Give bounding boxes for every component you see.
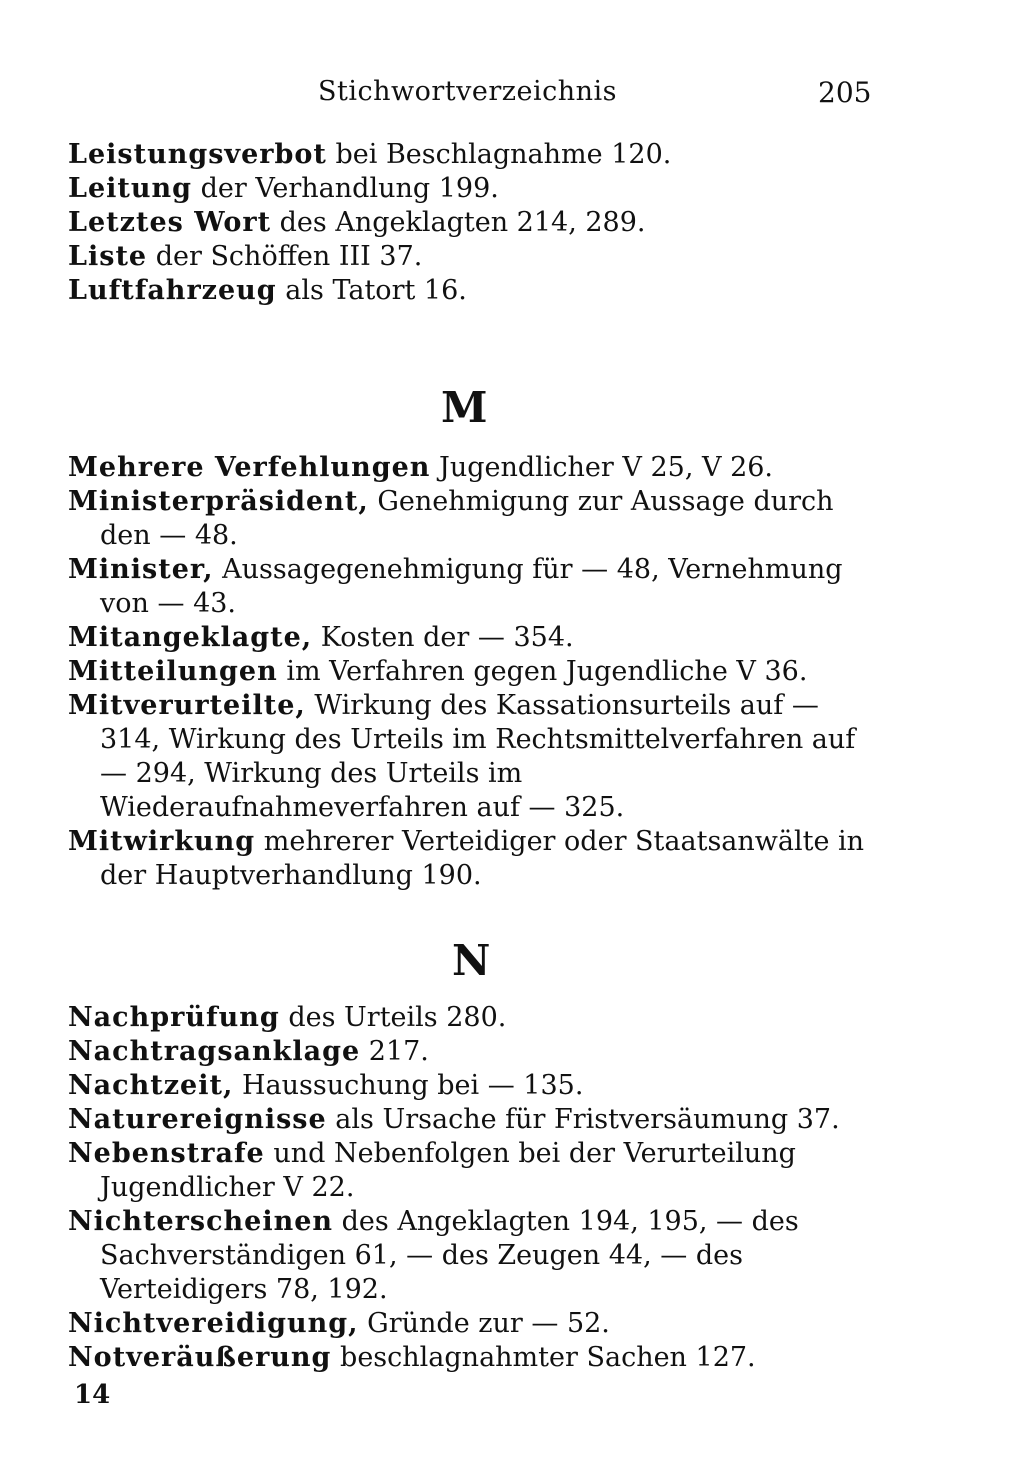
index-entry (68, 1205, 878, 1307)
entry-text: mehrerer Verteidiger oder Staatsanwälte in der Hauptverhandlung 190. (100, 826, 865, 891)
entry-text: als Ursache für Fristversäumung 37. (335, 1104, 840, 1135)
entry-text: bei Beschlagnahme 120. (335, 139, 672, 170)
index-entry (68, 689, 878, 825)
index-entry (68, 485, 878, 553)
index-entry (68, 138, 878, 172)
entry-text: Aussagegenehmigung für — 48, Vernehmung von — 43. (100, 554, 843, 619)
index-entry (68, 655, 878, 689)
entry-text: der Schöffen III 37. (155, 241, 423, 272)
index-entry (68, 621, 878, 655)
entry-keyword: Leitung (68, 173, 193, 204)
entry-keyword: Nachprüfung (68, 1002, 280, 1033)
entry-keyword: Nebenstrafe (68, 1138, 265, 1169)
index-entry (68, 274, 878, 308)
entry-keyword: Liste (68, 241, 148, 272)
entry-text: des Angeklagten 194, 195, — des Sachverständigen 61, — des Zeugen 44, — des Verteidigers 78, 192. (100, 1206, 799, 1305)
index-entry (68, 240, 878, 274)
entry-text: des Urteils 280. (288, 1002, 507, 1033)
entry-text: des Angeklagten 214, 289. (279, 207, 646, 238)
entry-keyword: Notveräußerung (68, 1342, 332, 1373)
entry-keyword: Naturereignisse (68, 1104, 327, 1135)
section-l (68, 138, 878, 308)
index-entry (68, 206, 878, 240)
index-entry (68, 1069, 878, 1103)
entry-text: Jugendlicher V 25, V 26. (439, 452, 774, 483)
section-m (68, 451, 878, 893)
section-letter-n: N (452, 936, 491, 985)
entry-text: 217. (368, 1036, 429, 1067)
entry-keyword: Mehrere Verfehlungen (68, 452, 431, 483)
index-entry (68, 1001, 878, 1035)
entry-keyword: Mitwirkung (68, 826, 256, 857)
index-entry (68, 553, 878, 621)
entry-keyword: Mitverurteilte, (68, 690, 306, 721)
section-n (68, 1001, 878, 1375)
index-entry (68, 1137, 878, 1205)
entry-text: der Verhandlung 199. (200, 173, 499, 204)
entry-text: Haussuchung bei — 135. (241, 1070, 584, 1101)
entry-keyword: Ministerpräsident, (68, 486, 369, 517)
entry-text: beschlagnahmter Sachen 127. (340, 1342, 756, 1373)
index-entry (68, 1307, 878, 1341)
index-entry (68, 451, 878, 485)
entry-keyword: Nachtragsanklage (68, 1036, 361, 1067)
entry-text: im Verfahren gegen Jugendliche V 36. (286, 656, 808, 687)
entry-keyword: Minister, (68, 554, 214, 585)
entry-text: Kosten der — 354. (320, 622, 574, 653)
entry-keyword: Luftfahrzeug (68, 275, 277, 306)
entry-keyword: Nichtvereidigung, (68, 1308, 359, 1339)
entry-keyword: Mitteilungen (68, 656, 278, 687)
entry-keyword: Nachtzeit, (68, 1070, 234, 1101)
entry-text: Genehmigung zur Aussage durch den — 48. (100, 486, 834, 551)
entry-text: als Tatort 16. (285, 275, 467, 306)
entry-keyword: Mitangeklagte, (68, 622, 313, 653)
index-entry (68, 825, 878, 893)
index-entry (68, 1341, 878, 1375)
entry-keyword: Nichterscheinen (68, 1206, 334, 1237)
entry-text: Wirkung des Kassationsurteils auf — 314, Wirkung des Urteils im Rechtsmittelverfahren auf — 294, Wirkung des Urteils im Wiederaufnahmeverfahren auf — 325. (100, 690, 856, 823)
entry-keyword: Leistungsverbot (68, 139, 327, 170)
index-entry (68, 172, 878, 206)
index-entry (68, 1035, 878, 1069)
entry-keyword: Letztes Wort (68, 207, 272, 238)
signature-mark: 14 (74, 1380, 111, 1410)
page-number: 205 (818, 76, 872, 109)
running-title: Stichwortverzeichnis (318, 76, 617, 107)
entry-text: Gründe zur — 52. (367, 1308, 610, 1339)
entry-text: und Nebenfolgen bei der Verurteilung Jugendlicher V 22. (100, 1138, 796, 1203)
index-entry (68, 1103, 878, 1137)
section-letter-m: M (441, 383, 488, 432)
